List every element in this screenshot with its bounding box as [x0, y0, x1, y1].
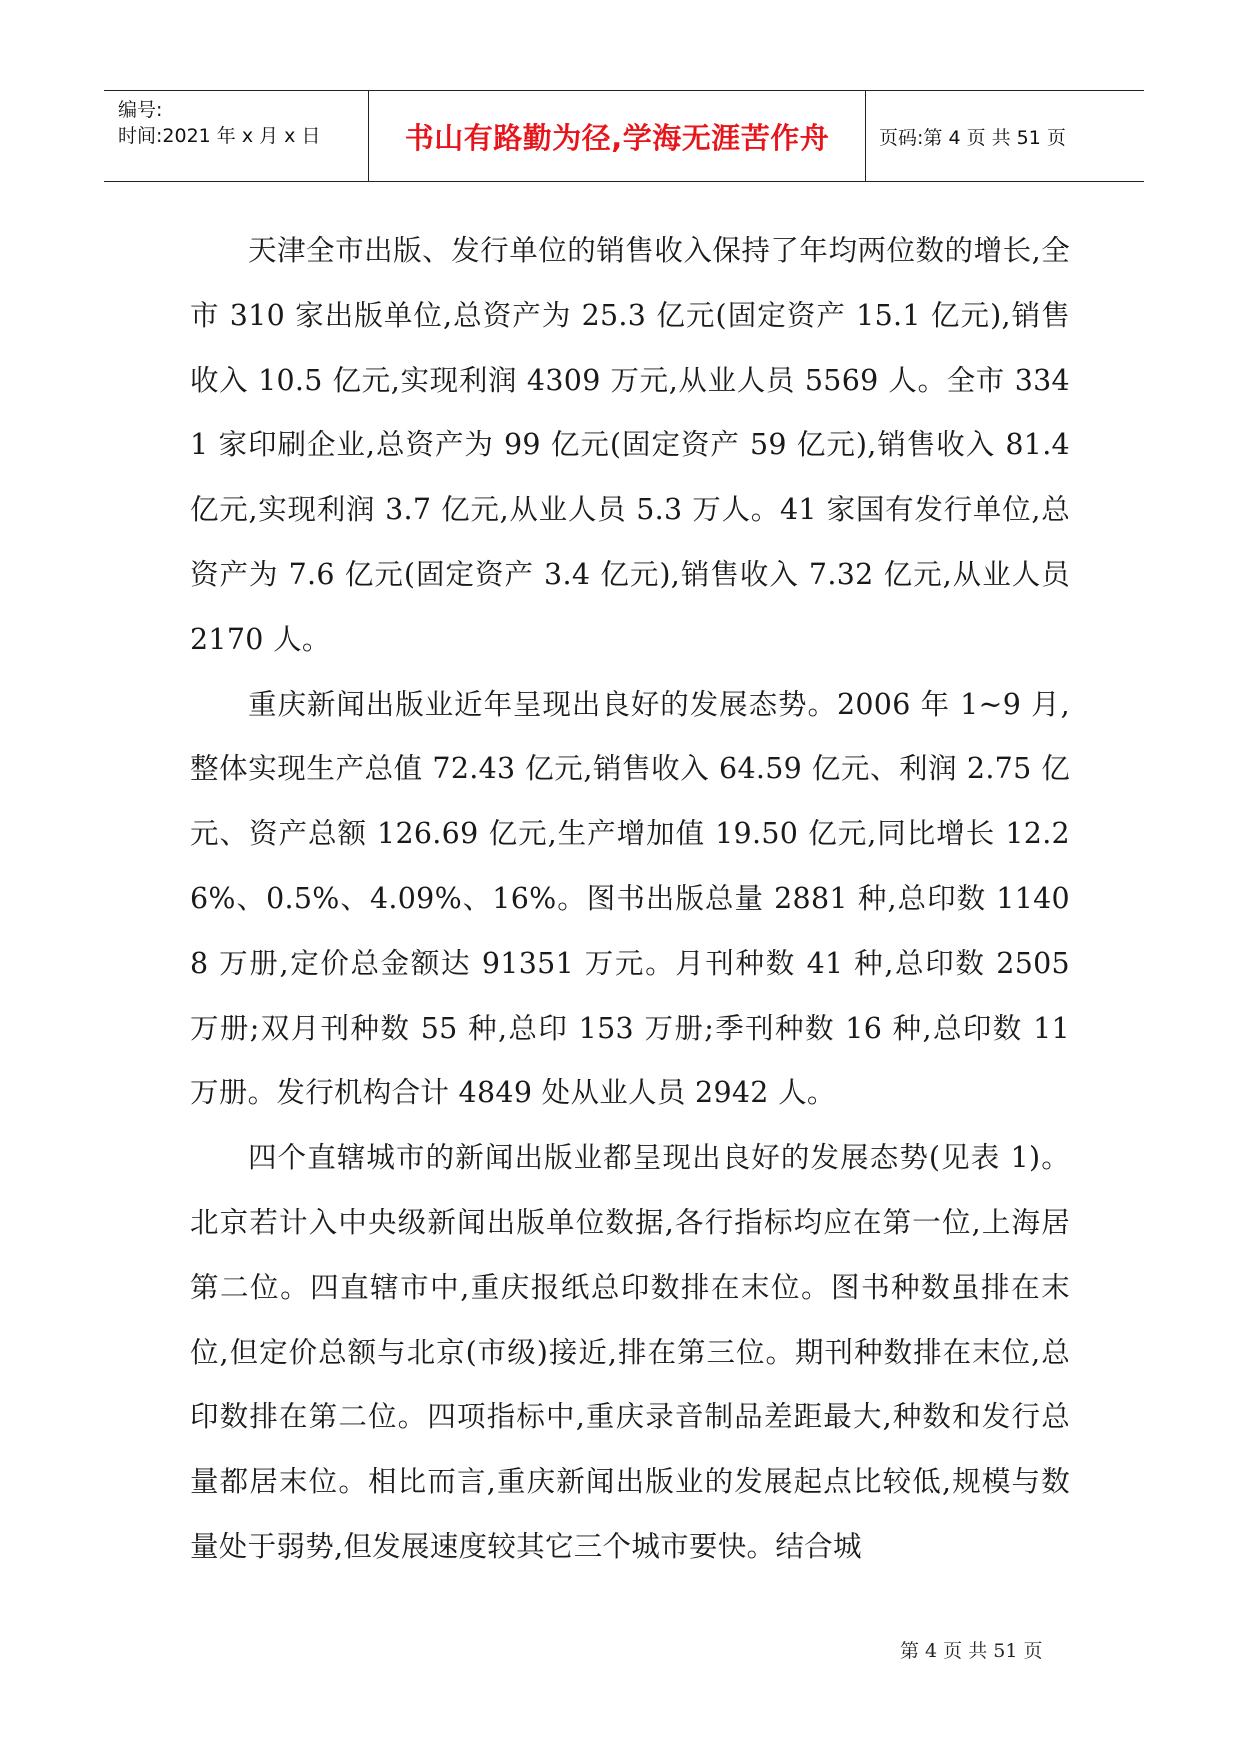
page-footer: 第 4 页 共 51 页	[900, 1640, 1043, 1662]
header-page-cell	[866, 91, 1144, 181]
document-header	[104, 90, 1144, 182]
paragraph-chongqing: 重庆新闻出版业近年呈现出良好的发展态势。2006 年 1~9 月,整体实现生产总值 72.43 亿元,销售收入 64.59 亿元、利润 2.75 亿元、资产总额 126.69 亿元,生产增加值 19.50 亿元,同比增长 12.26%、0.5%、4.09%、16%。图书出版总量 2881 种,总印数 11408 万册,定价总金额达 91351 万元。月刊种数 41 种,总印数 2505 万册;双月刊种数 55 种,总印 153 万册;季刊种数 16 种,总印数 11 万册。发行机构合计 4849 处从业人员 2942 人。	[190, 687, 1070, 1110]
document-body	[190, 219, 1070, 1580]
serial-number-label: 编号:	[118, 99, 163, 121]
header-meta-cell	[104, 91, 369, 181]
motto-text: 书山有路勤为径,学海无涯苦作舟	[404, 120, 830, 155]
page-code: 页码:第 4 页 共 51 页	[879, 126, 1066, 149]
date-label: 时间:2021 年 x 月 x 日	[118, 125, 321, 147]
paragraph-four-cities: 四个直辖城市的新闻出版业都呈现出良好的发展态势(见表 1)。北京若计入中央级新闻出版单位数据,各行指标均应在第一位,上海居第二位。四直辖市中,重庆报纸总印数排在末位。图书种数虽排在末位,但定价总额与北京(市级)接近,排在第三位。期刊种数排在末位,总印数排在第二位。四项指标中,重庆录音制品差距最大,种数和发行总量都居末位。相比而言,重庆新闻出版业的发展起点比较低,规模与数量处于弱势,但发展速度较其它三个城市要快。结合城	[190, 1141, 1070, 1563]
paragraph-tianjin: 天津全市出版、发行单位的销售收入保持了年均两位数的增长,全市 310 家出版单位,总资产为 25.3 亿元(固定资产 15.1 亿元),销售收入 10.5 亿元,实现利润 4309 万元,从业人员 5569 人。全市 3341 家印刷企业,总资产为 99 亿元(固定资产 59 亿元),销售收入 81.4 亿元,实现利润 3.7 亿元,从业人员 5.3 万人。41 家国有发行单位,总资产为 7.6 亿元(固定资产 3.4 亿元),销售收入 7.32 亿元,从业人员 2170 人。	[190, 234, 1070, 656]
header-motto-cell	[369, 91, 866, 181]
